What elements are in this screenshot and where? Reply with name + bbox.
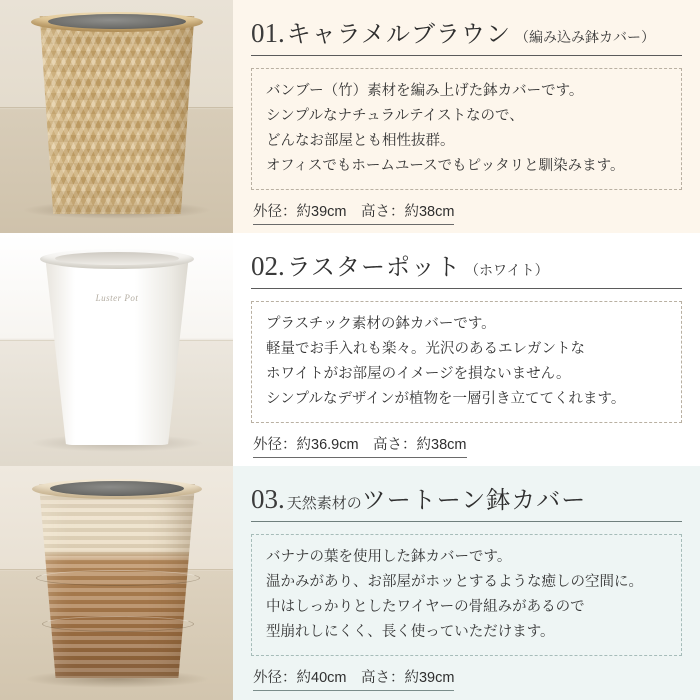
product-title-prefix-3: 天然素材の xyxy=(286,495,362,512)
description-line: オフィスでもホームユースでもピッタリと馴染みます。 xyxy=(266,157,625,174)
pot-inner xyxy=(55,252,179,265)
product-title-3: ツートーン鉢カバー xyxy=(361,487,587,514)
pot-logo-text: Luster Pot xyxy=(95,293,139,303)
description-line: プラスチック素材の鉢カバーです。 xyxy=(266,316,496,332)
white-pot-body xyxy=(42,255,192,445)
description-line: ホワイトがお部屋のイメージを損ないません。 xyxy=(266,365,571,382)
description-line: バナナの葉を使用した鉢カバーです。 xyxy=(266,549,512,565)
product-number-2: 02. xyxy=(251,251,285,281)
description-line: バンブー（竹）素材を編み上げた鉢カバーです。 xyxy=(266,83,584,99)
basket-liner xyxy=(50,481,184,496)
product-row-3 xyxy=(0,466,700,700)
product-heading-1 xyxy=(251,14,682,56)
wire-frame-upper xyxy=(36,570,200,586)
product-description-2 xyxy=(251,301,682,423)
product-photo-1 xyxy=(0,0,233,233)
product-description-3 xyxy=(251,534,682,656)
product-photo-3 xyxy=(0,466,233,700)
product-title-1: キャラメルブラウン xyxy=(286,21,512,48)
product-spec-2: 外径：約36.9cm 高さ：約38cm xyxy=(253,433,467,458)
product-info-1 xyxy=(233,0,700,233)
description-line: シンプルなデザインが植物を一層引き立ててくれます。 xyxy=(266,390,626,407)
basket-liner xyxy=(48,14,186,29)
product-info-3 xyxy=(233,466,700,700)
product-title-2: ラスターポット xyxy=(286,254,462,281)
product-note-2: （ホワイト） xyxy=(465,262,549,278)
bamboo-basket-body xyxy=(33,16,201,214)
product-spec-3: 外径：約40cm 高さ：約39cm xyxy=(253,666,454,691)
product-number-3: 03. xyxy=(251,484,285,514)
product-description-1 xyxy=(251,68,682,190)
product-row-1 xyxy=(0,0,700,233)
description-line: 軽量でお手入れも楽々。光沢のあるエレガントな xyxy=(266,340,585,357)
product-info-2 xyxy=(233,233,700,466)
wire-frame-lower xyxy=(42,616,194,632)
product-spec-1: 外径：約39cm 高さ：約38cm xyxy=(253,200,454,225)
product-photo-2 xyxy=(0,233,233,466)
description-line: 中はしっかりとしたワイヤーの骨組みがあるので xyxy=(266,598,585,615)
description-line: 温かみがあり、お部屋がホッとするような癒しの空間に。 xyxy=(266,573,643,590)
product-heading-3 xyxy=(251,480,682,522)
description-line: シンプルなナチュラルテイストなので、 xyxy=(266,107,524,124)
description-line: 型崩れしにくく、長く使っていただけます。 xyxy=(266,623,555,640)
description-line: どんなお部屋とも相性抜群。 xyxy=(266,132,455,149)
product-row-2 xyxy=(0,233,700,466)
product-number-1: 01. xyxy=(251,18,285,48)
product-heading-2 xyxy=(251,247,682,289)
product-note-1: （編み込み鉢カバー） xyxy=(515,29,656,45)
